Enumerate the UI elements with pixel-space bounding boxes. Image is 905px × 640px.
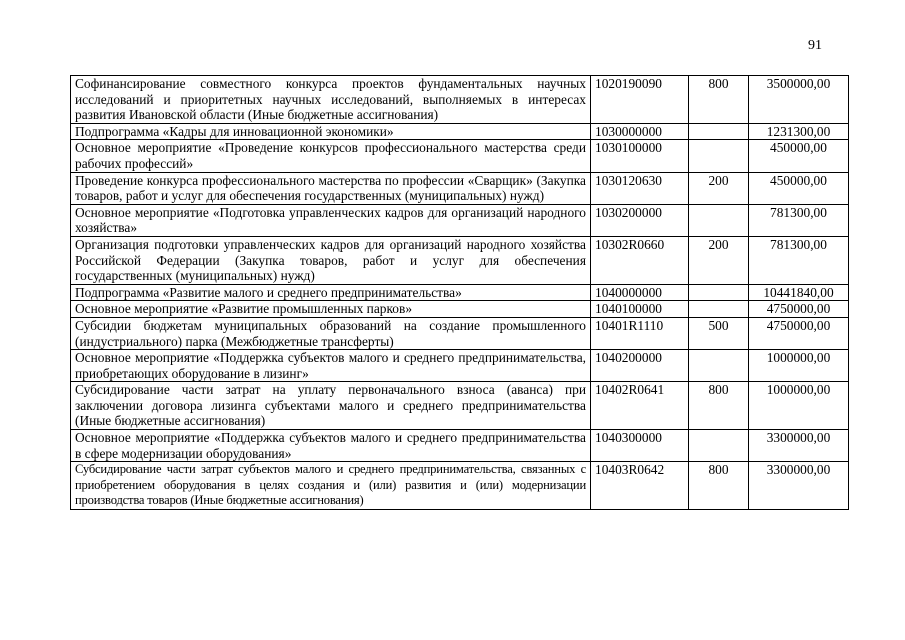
table-row	[71, 172, 849, 204]
row-expense-type-cell: 200	[689, 236, 749, 284]
row-expense-type-cell	[689, 140, 749, 172]
table-row	[71, 317, 849, 349]
row-code-cell: 10302R0660	[591, 236, 689, 284]
row-sum-cell: 781300,00	[749, 236, 849, 284]
row-name-cell: Основное мероприятие «Подготовка управленческих кадров для организаций народного хозяйства»	[71, 204, 591, 236]
table-row	[71, 123, 849, 140]
table-row	[71, 350, 849, 382]
table-row	[71, 301, 849, 318]
row-sum-cell: 1000000,00	[749, 382, 849, 430]
row-code-cell: 1040100000	[591, 301, 689, 318]
row-name-cell: Организация подготовки управленческих кадров для организаций народного хозяйства Российской Федерации (Закупка товаров, работ и услуг для обеспечения государственных (муниципальных) нужд)	[71, 236, 591, 284]
row-name-cell: Подпрограмма «Развитие малого и среднего предпринимательства»	[71, 284, 591, 301]
row-sum-cell: 10441840,00	[749, 284, 849, 301]
row-name-cell: Субсидии бюджетам муниципальных образований на создание промышленного (индустриального) парка (Межбюджетные трансферты)	[71, 317, 591, 349]
row-sum-cell: 450000,00	[749, 172, 849, 204]
row-expense-type-cell	[689, 350, 749, 382]
row-expense-type-cell	[689, 430, 749, 462]
table-row	[71, 382, 849, 430]
row-expense-type-cell	[689, 284, 749, 301]
row-code-cell: 1020190090	[591, 76, 689, 124]
row-sum-cell: 1000000,00	[749, 350, 849, 382]
row-name-cell: Субсидирование части затрат субъектов малого и среднего предпринимательства, связанных с приобретением оборудования в целях создания и (или) развития и (или) модернизации производства товаров (Иные бюджетные ассигнования)	[71, 462, 591, 510]
row-expense-type-cell: 800	[689, 76, 749, 124]
table-row	[71, 236, 849, 284]
row-expense-type-cell: 200	[689, 172, 749, 204]
row-sum-cell: 3300000,00	[749, 430, 849, 462]
row-name-cell: Основное мероприятие «Развитие промышленных парков»	[71, 301, 591, 318]
table-row	[71, 462, 849, 510]
row-expense-type-cell	[689, 204, 749, 236]
row-expense-type-cell: 500	[689, 317, 749, 349]
row-sum-cell: 3300000,00	[749, 462, 849, 510]
row-name-cell: Основное мероприятие «Проведение конкурсов профессионального мастерства среди рабочих профессий»	[71, 140, 591, 172]
row-code-cell: 1040200000	[591, 350, 689, 382]
table-row	[71, 140, 849, 172]
row-code-cell: 10403R0642	[591, 462, 689, 510]
row-name-cell: Основное мероприятие «Поддержка субъектов малого и среднего предпринимательства в сфере модернизации оборудования»	[71, 430, 591, 462]
row-sum-cell: 1231300,00	[749, 123, 849, 140]
table-row	[71, 204, 849, 236]
row-code-cell: 10401R1110	[591, 317, 689, 349]
row-code-cell: 1040300000	[591, 430, 689, 462]
row-sum-cell: 3500000,00	[749, 76, 849, 124]
budget-table	[70, 75, 849, 510]
row-name-cell: Проведение конкурса профессионального мастерства по профессии «Сварщик» (Закупка товаров, работ и услуг для обеспечения государственных (муниципальных) нужд)	[71, 172, 591, 204]
row-expense-type-cell	[689, 301, 749, 318]
row-code-cell: 10402R0641	[591, 382, 689, 430]
row-sum-cell: 781300,00	[749, 204, 849, 236]
page-number: 91	[808, 38, 822, 53]
row-code-cell: 1030000000	[591, 123, 689, 140]
row-name-cell: Субсидирование части затрат на уплату первоначального взноса (аванса) при заключении договора лизинга субъектами малого и среднего предпринимательства (Иные бюджетные ассигнования)	[71, 382, 591, 430]
row-code-cell: 1030100000	[591, 140, 689, 172]
row-name-cell: Основное мероприятие «Поддержка субъектов малого и среднего предпринимательства, приобретающих оборудование в лизинг»	[71, 350, 591, 382]
row-sum-cell: 4750000,00	[749, 301, 849, 318]
row-expense-type-cell: 800	[689, 382, 749, 430]
row-name-cell: Софинансирование совместного конкурса проектов фундаментальных научных исследований и приоритетных научных исследований, выполняемых в интересах развития Ивановской области (Иные бюджетные ассигнования)	[71, 76, 591, 124]
table-row	[71, 284, 849, 301]
table-row	[71, 430, 849, 462]
row-expense-type-cell	[689, 123, 749, 140]
row-name-cell: Подпрограмма «Кадры для инновационной экономики»	[71, 123, 591, 140]
row-sum-cell: 4750000,00	[749, 317, 849, 349]
table-row	[71, 76, 849, 124]
row-expense-type-cell: 800	[689, 462, 749, 510]
row-code-cell: 1040000000	[591, 284, 689, 301]
row-code-cell: 1030120630	[591, 172, 689, 204]
row-code-cell: 1030200000	[591, 204, 689, 236]
row-sum-cell: 450000,00	[749, 140, 849, 172]
